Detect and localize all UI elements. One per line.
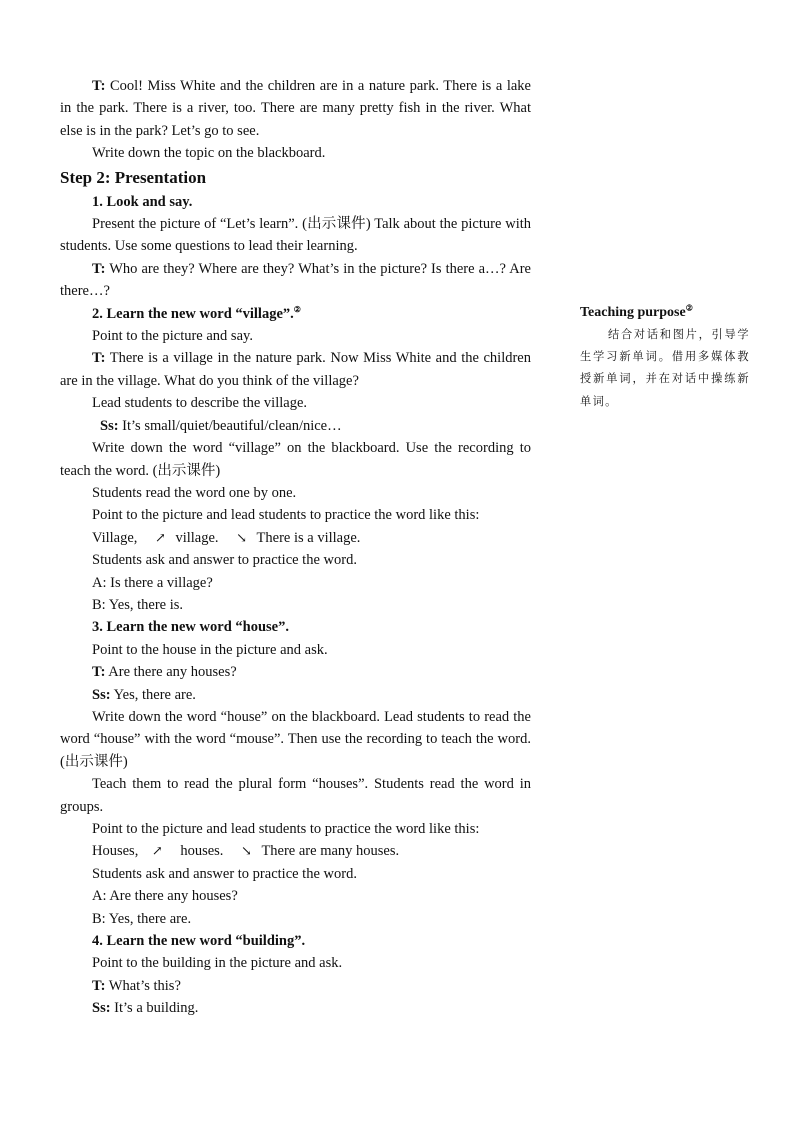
teacher-text: There is a village in the nature park. Now Miss White and the children are in the village. What do you think of the village? bbox=[60, 350, 531, 389]
teacher-line bbox=[60, 258, 531, 303]
ask-line: Students ask and answer to practice the word. bbox=[92, 552, 357, 569]
lesson-plan-main bbox=[60, 75, 531, 1020]
fall-arrow-icon: ↘ bbox=[236, 529, 247, 545]
students-label: Ss: bbox=[100, 417, 119, 434]
teacher-label: T: bbox=[92, 78, 106, 94]
teacher-label: T: bbox=[92, 977, 106, 994]
teacher-label: T: bbox=[92, 260, 106, 277]
teacher-text: Cool! Miss White and the children are in a nature park. There is a lake in the park. There is a river, too. There are many pretty fish in the river. What else is in the park? Let’s go to see. bbox=[60, 78, 531, 139]
lead-line: Lead students to describe the village. bbox=[92, 395, 308, 412]
dialog-b: B: Yes, there is. bbox=[92, 596, 184, 613]
rise-arrow-icon: ↗ bbox=[151, 843, 163, 859]
teacher-text: What’s this? bbox=[105, 977, 181, 994]
write-word-line: Write down the word “house” on the blackboard. Lead students to read the word “house” with the word “mouse”. Then use the recording to teach the word. (出示课件) bbox=[60, 708, 531, 770]
teaching-purpose-body: 结合对话和图片，引导学生学习新单词。借用多媒体教授新单词，并在对话中操练新单词。 bbox=[580, 328, 750, 408]
drill-word: houses. bbox=[180, 843, 224, 860]
drill-word: Houses, bbox=[92, 843, 139, 860]
footnote-marker: ② bbox=[685, 303, 693, 313]
teaching-purpose-title-text: Teaching purpose bbox=[580, 305, 686, 320]
step2-heading: Step 2: Presentation bbox=[60, 167, 207, 187]
practice-line: Point to the picture and lead students to practice the word like this: bbox=[92, 507, 480, 524]
section1-title: 1. Look and say. bbox=[92, 193, 193, 210]
students-line bbox=[60, 997, 531, 1019]
teacher-line bbox=[60, 75, 531, 142]
fall-arrow-icon: ↘ bbox=[240, 843, 252, 859]
teacher-line bbox=[60, 347, 531, 392]
write-topic-line: Write down the topic on the blackboard. bbox=[92, 145, 326, 162]
dialog-a: A: Are there any houses? bbox=[92, 888, 238, 905]
dialog-b: B: Yes, there are. bbox=[92, 910, 192, 927]
teaching-purpose-title bbox=[580, 302, 750, 324]
drill-word: village. bbox=[175, 529, 219, 546]
teach-plural-line: Teach them to read the plural form “houses”. Students read the word in groups. bbox=[60, 776, 531, 815]
teacher-label: T: bbox=[92, 350, 106, 367]
practice-line: Point to the picture and lead students to practice the word like this: bbox=[92, 821, 480, 837]
students-line bbox=[60, 684, 531, 706]
students-text: Yes, there are. bbox=[110, 686, 196, 703]
write-word-line: Write down the word “village” on the blackboard. Use the recording to teach the word. (出示课件) bbox=[60, 440, 531, 479]
section2-title-text: 2. Learn the new word “village”. bbox=[92, 305, 294, 322]
ask-line: Students ask and answer to practice the word. bbox=[92, 865, 357, 882]
read-line: Students read the word one by one. bbox=[92, 484, 297, 501]
section2-title bbox=[60, 303, 531, 325]
teacher-label: T: bbox=[92, 664, 106, 681]
teacher-line bbox=[60, 661, 531, 683]
students-line bbox=[60, 415, 531, 437]
section3-title: 3. Learn the new word “house”. bbox=[92, 619, 289, 636]
drill-row bbox=[60, 840, 531, 862]
drill-row bbox=[60, 527, 531, 549]
students-label: Ss: bbox=[92, 1000, 111, 1017]
point-line: Point to the building in the picture and ask. bbox=[92, 955, 343, 972]
teacher-line bbox=[60, 975, 531, 997]
point-line: Point to the house in the picture and ask. bbox=[92, 641, 328, 658]
students-text: It’s a building. bbox=[110, 1000, 199, 1017]
teacher-text: Who are they? Where are they? What’s in the picture? Is there a…? Are there…? bbox=[60, 260, 531, 300]
dialog-a: A: Is there a village? bbox=[92, 574, 213, 591]
drill-sentence: There are many houses. bbox=[261, 843, 400, 860]
teaching-purpose-note bbox=[580, 302, 750, 413]
drill-word: Village, bbox=[92, 529, 138, 546]
section4-title: 4. Learn the new word “building”. bbox=[92, 933, 306, 950]
teacher-text: Are there any houses? bbox=[105, 664, 237, 681]
drill-sentence: There is a village. bbox=[256, 529, 361, 546]
footnote-marker: ② bbox=[293, 304, 301, 314]
students-text: It’s small/quiet/beautiful/clean/nice… bbox=[118, 417, 342, 434]
students-label: Ss: bbox=[92, 686, 111, 703]
point-line: Point to the picture and say. bbox=[92, 328, 253, 345]
present-line: Present the picture of “Let’s learn”. (出示课件) Talk about the picture with students. Use some questions to lead their learning. bbox=[60, 216, 531, 255]
rise-arrow-icon: ↗ bbox=[154, 529, 166, 545]
